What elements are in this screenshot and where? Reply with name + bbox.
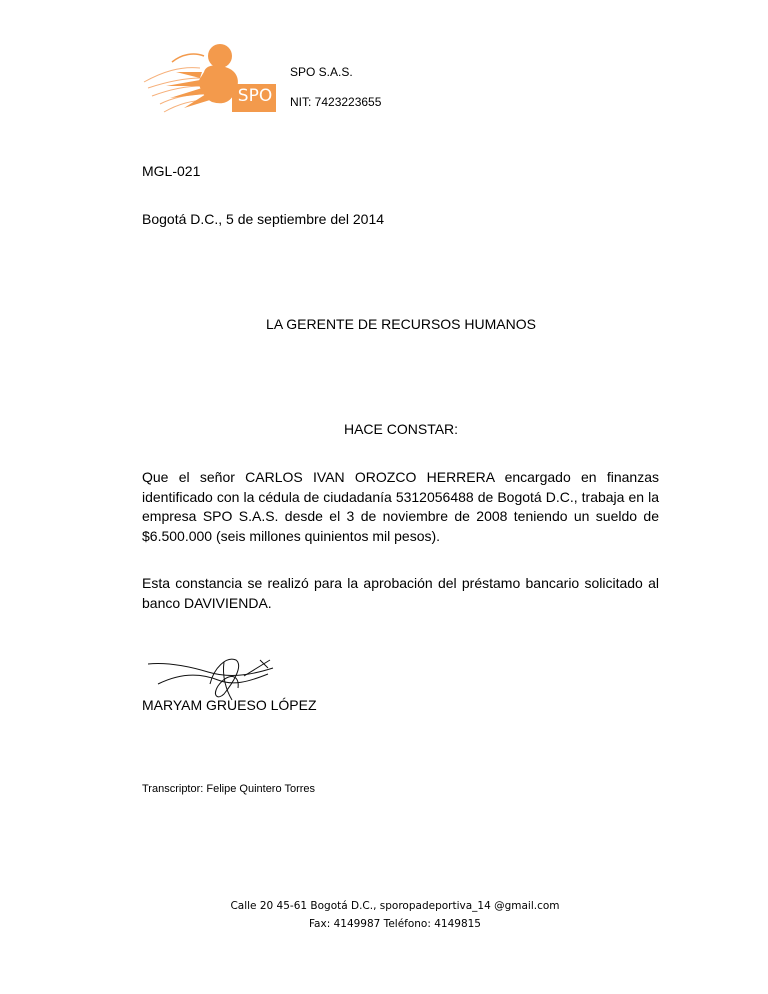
footer-address: Calle 20 45-61 Bogotá D.C., sporopadeportiva_14 @gmail.com bbox=[230, 900, 560, 912]
logo-text: SPO bbox=[237, 86, 273, 106]
issuer-title: LA GERENTE DE RECURSOS HUMANOS bbox=[266, 316, 536, 332]
letter-date: Bogotá D.C., 5 de septiembre del 2014 bbox=[142, 211, 385, 227]
company-name: SPO S.A.S. bbox=[290, 65, 353, 79]
body-paragraph-2: Esta constancia se realizó para la aprobación del préstamo bancario solicitado al banco DAVIVIENDA. bbox=[142, 575, 659, 611]
footer-contact: Fax: 4149987 Teléfono: 4149815 bbox=[308, 918, 481, 930]
transcriber-note: Transcriptor: Felipe Quintero Torres bbox=[142, 783, 316, 795]
body-paragraph-1: Que el señor CARLOS IVAN OROZCO HERRERA encargado en finanzas identificado con la cédula de ciudadanía 5312056488 de Bogotá D.C., trabaja en la empresa SPO S.A.S. desde el 3 de noviembre de 2008 teniendo un sueldo de $6.500.000 (seis millones quinientos mil pesos). bbox=[142, 469, 659, 544]
reference-code: MGL-021 bbox=[142, 163, 201, 179]
signer-name: MARYAM GRUESO LÓPEZ bbox=[142, 697, 317, 713]
company-nit: NIT: 7423223655 bbox=[290, 95, 382, 109]
declaration-heading: HACE CONSTAR: bbox=[343, 421, 459, 437]
company-logo bbox=[142, 42, 278, 114]
